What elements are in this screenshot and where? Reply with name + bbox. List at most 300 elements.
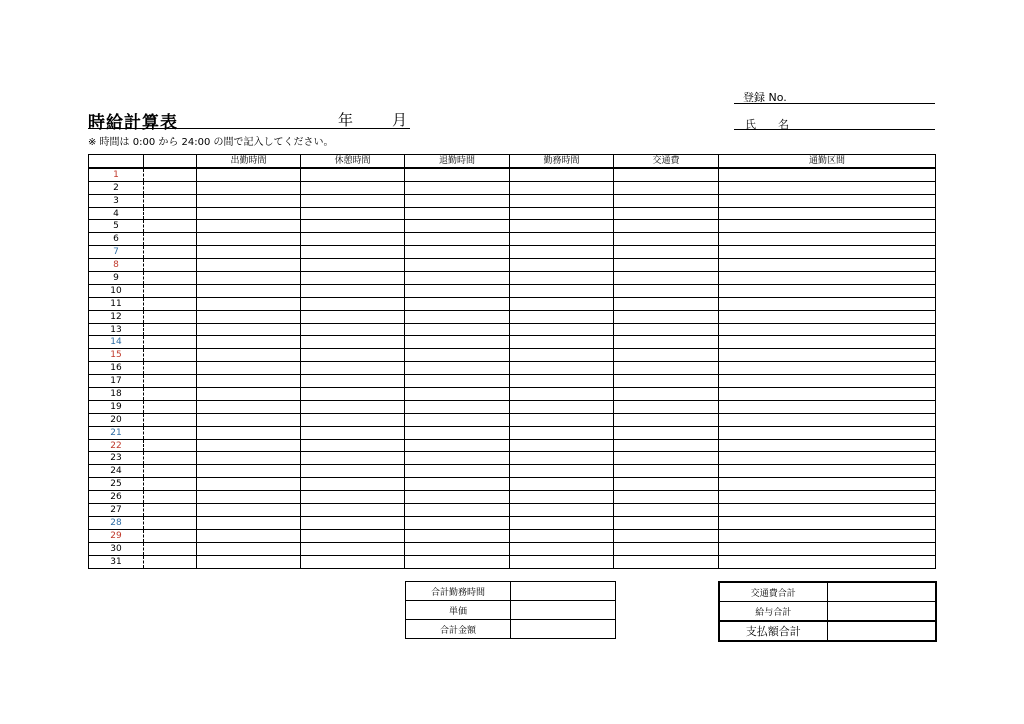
weekday-cell[interactable] [144,542,197,555]
weekday-cell[interactable] [144,310,197,323]
entry-cell[interactable] [405,181,510,194]
entry-cell[interactable] [197,349,301,362]
entry-cell[interactable] [719,439,936,452]
entry-cell[interactable] [719,194,936,207]
summary-right-table [718,581,937,642]
entry-cell[interactable] [719,452,936,465]
entry-cell[interactable] [301,478,405,491]
entry-cell[interactable] [614,323,719,336]
instruction-note: ※ 時間は 0:00 から 24:00 の間で記入してください。 [88,137,334,148]
entry-cell[interactable] [510,220,614,233]
entry-cell[interactable] [719,233,936,246]
entry-cell[interactable] [614,272,719,285]
table-row [89,491,936,504]
entry-cell[interactable] [719,246,936,259]
weekday-cell[interactable] [144,555,197,568]
table-row [89,478,936,491]
entry-cell[interactable] [510,542,614,555]
weekday-cell[interactable] [144,491,197,504]
entry-cell[interactable] [197,400,301,413]
entry-cell[interactable] [719,272,936,285]
entry-cell[interactable] [719,400,936,413]
entry-cell[interactable] [719,323,936,336]
day-number: 22 [89,439,144,452]
entry-cell[interactable] [719,297,936,310]
table-row [89,555,936,568]
month-label: 月 [392,111,408,129]
table-row [89,362,936,375]
weekday-cell[interactable] [144,297,197,310]
entry-cell[interactable] [405,259,510,272]
weekday-cell[interactable] [144,233,197,246]
day-number: 6 [89,233,144,246]
day-number: 26 [89,491,144,504]
entry-cell[interactable] [719,375,936,388]
payment-total-field[interactable] [827,621,936,641]
entry-cell[interactable] [405,491,510,504]
weekday-cell[interactable] [144,439,197,452]
entry-cell[interactable] [719,336,936,349]
entry-cell[interactable] [614,207,719,220]
entry-cell[interactable] [719,168,936,181]
weekday-cell[interactable] [144,413,197,426]
entry-cell[interactable] [510,516,614,529]
entry-cell[interactable] [301,181,405,194]
table-row [89,194,936,207]
entry-cell[interactable] [301,516,405,529]
entry-cell[interactable] [510,426,614,439]
day-number: 2 [89,181,144,194]
entry-cell[interactable] [510,297,614,310]
entry-cell[interactable] [301,284,405,297]
table-row [89,168,936,181]
weekday-cell[interactable] [144,220,197,233]
entry-cell[interactable] [301,272,405,285]
day-number: 25 [89,478,144,491]
summary-left-table [405,581,616,639]
column-header: 交通費 [614,155,719,168]
entry-cell[interactable] [405,478,510,491]
entry-cell[interactable] [510,207,614,220]
entry-cell[interactable] [510,375,614,388]
entry-cell[interactable] [197,478,301,491]
entry-cell[interactable] [510,168,614,181]
table-row [89,516,936,529]
entry-cell[interactable] [197,168,301,181]
column-header: 休憩時間 [301,155,405,168]
entry-cell[interactable] [510,310,614,323]
weekday-cell[interactable] [144,426,197,439]
entry-cell[interactable] [301,400,405,413]
header-day [89,155,144,168]
entry-cell[interactable] [510,272,614,285]
entry-cell[interactable] [301,233,405,246]
entry-cell[interactable] [510,529,614,542]
table-row [89,400,936,413]
entry-cell[interactable] [510,336,614,349]
table-row [89,336,936,349]
total-amount-label: 合計金額 [406,620,511,639]
entry-cell[interactable] [614,284,719,297]
entry-cell[interactable] [510,452,614,465]
entry-cell[interactable] [510,259,614,272]
table-row [89,349,936,362]
entry-cell[interactable] [301,491,405,504]
timesheet-table [88,154,936,569]
weekday-cell[interactable] [144,246,197,259]
total-hours-field[interactable] [511,582,616,601]
entry-cell[interactable] [719,413,936,426]
day-number: 3 [89,194,144,207]
table-row [89,207,936,220]
entry-cell[interactable] [405,452,510,465]
day-number: 29 [89,529,144,542]
entry-cell[interactable] [197,439,301,452]
entry-cell[interactable] [301,349,405,362]
entry-cell[interactable] [405,336,510,349]
entry-cell[interactable] [405,465,510,478]
entry-cell[interactable] [197,297,301,310]
table-row [89,465,936,478]
entry-cell[interactable] [405,413,510,426]
entry-cell[interactable] [719,284,936,297]
table-row [89,272,936,285]
entry-cell[interactable] [301,336,405,349]
entry-cell[interactable] [301,259,405,272]
entry-cell[interactable] [719,426,936,439]
table-row [89,284,936,297]
entry-cell[interactable] [614,426,719,439]
registration-field[interactable] [734,103,935,104]
entry-cell[interactable] [719,388,936,401]
weekday-cell[interactable] [144,362,197,375]
entry-cell[interactable] [301,194,405,207]
entry-cell[interactable] [614,220,719,233]
entry-cell[interactable] [405,400,510,413]
entry-cell[interactable] [614,194,719,207]
entry-cell[interactable] [614,297,719,310]
entry-cell[interactable] [301,375,405,388]
entry-cell[interactable] [614,336,719,349]
entry-cell[interactable] [510,233,614,246]
entry-cell[interactable] [405,426,510,439]
weekday-cell[interactable] [144,168,197,181]
table-row [89,323,936,336]
day-number: 8 [89,259,144,272]
entry-cell[interactable] [510,439,614,452]
day-number: 10 [89,284,144,297]
table-row [89,246,936,259]
table-row [89,426,936,439]
entry-cell[interactable] [614,465,719,478]
weekday-cell[interactable] [144,465,197,478]
entry-cell[interactable] [197,375,301,388]
table-row [89,529,936,542]
entry-cell[interactable] [405,375,510,388]
entry-cell[interactable] [405,542,510,555]
entry-cell[interactable] [197,362,301,375]
entry-cell[interactable] [405,272,510,285]
entry-cell[interactable] [405,439,510,452]
weekday-cell[interactable] [144,400,197,413]
weekday-cell[interactable] [144,181,197,194]
total-amount-field[interactable] [511,620,616,639]
entry-cell[interactable] [719,529,936,542]
entry-cell[interactable] [405,529,510,542]
entry-cell[interactable] [197,207,301,220]
entry-cell[interactable] [301,542,405,555]
entry-cell[interactable] [719,310,936,323]
entry-cell[interactable] [510,555,614,568]
day-number: 27 [89,504,144,517]
entry-cell[interactable] [405,207,510,220]
entry-cell[interactable] [719,181,936,194]
entry-cell[interactable] [301,168,405,181]
entry-cell[interactable] [301,504,405,517]
entry-cell[interactable] [405,362,510,375]
entry-cell[interactable] [719,259,936,272]
entry-cell[interactable] [614,310,719,323]
table-row [89,388,936,401]
entry-cell[interactable] [197,491,301,504]
entry-cell[interactable] [301,426,405,439]
weekday-cell[interactable] [144,194,197,207]
entry-cell[interactable] [510,194,614,207]
entry-cell[interactable] [510,181,614,194]
unit-price-label: 単価 [406,601,511,620]
table-row [89,310,936,323]
entry-cell[interactable] [197,465,301,478]
weekday-cell[interactable] [144,336,197,349]
entry-cell[interactable] [614,516,719,529]
day-number: 20 [89,413,144,426]
unit-price-field[interactable] [511,601,616,620]
entry-cell[interactable] [197,516,301,529]
entry-cell[interactable] [510,388,614,401]
entry-cell[interactable] [301,297,405,310]
entry-cell[interactable] [197,336,301,349]
day-number: 7 [89,246,144,259]
day-number: 14 [89,336,144,349]
page-title: 時給計算表 [88,113,178,133]
day-number: 5 [89,220,144,233]
entry-cell[interactable] [614,413,719,426]
entry-cell[interactable] [614,233,719,246]
name-label: 氏 名 [745,118,789,131]
entry-cell[interactable] [405,504,510,517]
entry-cell[interactable] [719,465,936,478]
entry-cell[interactable] [197,246,301,259]
entry-cell[interactable] [614,452,719,465]
entry-cell[interactable] [719,349,936,362]
entry-cell[interactable] [719,491,936,504]
day-number: 4 [89,207,144,220]
entry-cell[interactable] [301,220,405,233]
entry-cell[interactable] [197,323,301,336]
entry-cell[interactable] [719,362,936,375]
entry-cell[interactable] [719,516,936,529]
day-number: 9 [89,272,144,285]
entry-cell[interactable] [405,555,510,568]
entry-cell[interactable] [614,529,719,542]
entry-cell[interactable] [719,220,936,233]
table-row [89,542,936,555]
entry-cell[interactable] [614,400,719,413]
entry-cell[interactable] [197,504,301,517]
entry-cell[interactable] [301,555,405,568]
entry-cell[interactable] [614,246,719,259]
weekday-cell[interactable] [144,478,197,491]
entry-cell[interactable] [510,284,614,297]
entry-cell[interactable] [301,323,405,336]
entry-cell[interactable] [301,413,405,426]
header-weekday [144,155,197,168]
entry-cell[interactable] [719,207,936,220]
name-field[interactable] [734,129,935,130]
weekday-cell[interactable] [144,375,197,388]
entry-cell[interactable] [614,388,719,401]
table-row [89,504,936,517]
column-header: 退勤時間 [405,155,510,168]
registration-label: 登録 No. [743,91,787,104]
entry-cell[interactable] [301,439,405,452]
weekday-cell[interactable] [144,452,197,465]
day-number: 31 [89,555,144,568]
day-number: 18 [89,388,144,401]
entry-cell[interactable] [719,555,936,568]
entry-cell[interactable] [405,388,510,401]
entry-cell[interactable] [197,413,301,426]
entry-cell[interactable] [405,220,510,233]
entry-cell[interactable] [405,284,510,297]
day-number: 19 [89,400,144,413]
weekday-cell[interactable] [144,207,197,220]
entry-cell[interactable] [197,272,301,285]
entry-cell[interactable] [614,504,719,517]
entry-cell[interactable] [614,491,719,504]
entry-cell[interactable] [301,246,405,259]
entry-cell[interactable] [301,310,405,323]
entry-cell[interactable] [510,349,614,362]
weekday-cell[interactable] [144,516,197,529]
table-row [89,375,936,388]
entry-cell[interactable] [405,310,510,323]
entry-cell[interactable] [405,297,510,310]
entry-cell[interactable] [614,362,719,375]
day-number: 30 [89,542,144,555]
table-row [89,297,936,310]
day-number: 28 [89,516,144,529]
title-underline [88,128,410,129]
entry-cell[interactable] [510,413,614,426]
entry-cell[interactable] [614,168,719,181]
weekday-cell[interactable] [144,323,197,336]
weekday-cell[interactable] [144,284,197,297]
entry-cell[interactable] [719,542,936,555]
entry-cell[interactable] [301,465,405,478]
entry-cell[interactable] [197,220,301,233]
entry-cell[interactable] [197,259,301,272]
entry-cell[interactable] [197,284,301,297]
weekday-cell[interactable] [144,259,197,272]
day-number: 16 [89,362,144,375]
weekday-cell[interactable] [144,529,197,542]
entry-cell[interactable] [405,516,510,529]
transport-total-label: 交通費合計 [719,582,827,602]
entry-cell[interactable] [510,246,614,259]
entry-cell[interactable] [197,529,301,542]
entry-cell[interactable] [405,168,510,181]
entry-cell[interactable] [614,259,719,272]
day-number: 1 [89,168,144,181]
entry-cell[interactable] [405,233,510,246]
weekday-cell[interactable] [144,388,197,401]
entry-cell[interactable] [301,529,405,542]
weekday-cell[interactable] [144,272,197,285]
entry-cell[interactable] [614,181,719,194]
entry-cell[interactable] [197,388,301,401]
column-header: 通勤区間 [719,155,936,168]
entry-cell[interactable] [197,542,301,555]
entry-cell[interactable] [197,452,301,465]
entry-cell[interactable] [614,478,719,491]
table-row [89,233,936,246]
day-number: 13 [89,323,144,336]
entry-cell[interactable] [614,375,719,388]
entry-cell[interactable] [614,542,719,555]
entry-cell[interactable] [301,362,405,375]
transport-total-field[interactable] [827,582,936,602]
entry-cell[interactable] [405,194,510,207]
wage-total-label: 給与合計 [719,602,827,622]
wage-total-field[interactable] [827,602,936,622]
entry-cell[interactable] [510,362,614,375]
day-number: 12 [89,310,144,323]
entry-cell[interactable] [301,452,405,465]
entry-cell[interactable] [510,478,614,491]
entry-cell[interactable] [197,426,301,439]
column-header: 出勤時間 [197,155,301,168]
entry-cell[interactable] [510,465,614,478]
entry-cell[interactable] [614,439,719,452]
weekday-cell[interactable] [144,504,197,517]
entry-cell[interactable] [719,478,936,491]
entry-cell[interactable] [301,388,405,401]
entry-cell[interactable] [197,194,301,207]
total-hours-label: 合計勤務時間 [406,582,511,601]
entry-cell[interactable] [405,349,510,362]
entry-cell[interactable] [197,555,301,568]
entry-cell[interactable] [301,207,405,220]
entry-cell[interactable] [197,181,301,194]
entry-cell[interactable] [510,504,614,517]
entry-cell[interactable] [510,323,614,336]
entry-cell[interactable] [510,400,614,413]
entry-cell[interactable] [405,323,510,336]
day-number: 24 [89,465,144,478]
entry-cell[interactable] [405,246,510,259]
entry-cell[interactable] [614,555,719,568]
entry-cell[interactable] [510,491,614,504]
entry-cell[interactable] [614,349,719,362]
entry-cell[interactable] [719,504,936,517]
payment-total-label: 支払額合計 [719,621,827,641]
table-row [89,452,936,465]
entry-cell[interactable] [197,233,301,246]
weekday-cell[interactable] [144,349,197,362]
entry-cell[interactable] [197,310,301,323]
year-label: 年 [338,111,354,129]
